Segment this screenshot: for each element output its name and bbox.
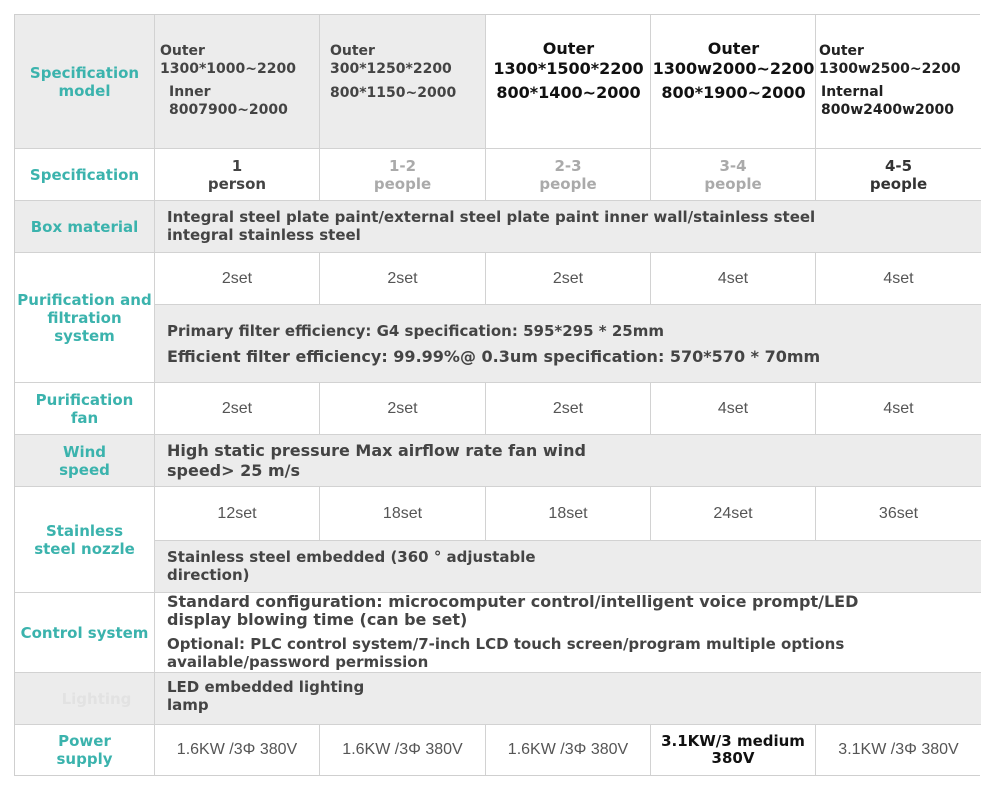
row-label-text: Purification fan <box>35 390 134 427</box>
nozzle-note-line-1: Stainless steel embedded (360 ° adjustable <box>167 548 536 566</box>
wind-speed-line-1: High static pressure Max airflow rate fan wind <box>167 441 586 460</box>
power-cell-4 <box>651 725 816 775</box>
spec-cell-1 <box>155 149 320 201</box>
row-label-text: Stainless steel nozzle <box>34 521 135 558</box>
row-label-text: Box material <box>30 217 139 236</box>
box-material-line-1: Integral steel plate paint/external steel plate paint inner wall/stainless steel <box>167 208 816 226</box>
nozzle-sets-4: 24set <box>651 487 816 541</box>
spec-num: 1 <box>231 156 243 175</box>
power-4-line-1: 3.1KW/3 medium <box>661 732 805 750</box>
model-cell-5 <box>816 15 981 149</box>
spec-num: 4-5 <box>884 156 913 175</box>
model-1-outer-label: Outer <box>160 43 205 59</box>
wind-speed-line-2: speed> 25 m/s <box>167 461 300 480</box>
model-cell-1 <box>155 15 320 149</box>
spec-num: 1-2 <box>388 156 417 175</box>
model-3-outer: 1300*1500*2200 <box>493 59 644 78</box>
lighting-line-1: LED embedded lighting <box>167 678 365 696</box>
model-1-outer: 1300*1000~2200 <box>160 61 296 77</box>
power-cell-1: 1.6KW /3Φ 380V <box>155 725 320 775</box>
spec-num: 3-4 <box>719 156 747 175</box>
nozzle-sets-5: 36set <box>816 487 981 541</box>
filtration-efficient: Efficient filter efficiency: 99.99%@ 0.3um specification: 570*570 * 70mm <box>167 347 821 366</box>
row-label-text: Purification and filtration system <box>17 290 152 345</box>
spec-cell-2 <box>320 149 486 201</box>
lighting-line-2: lamp <box>167 696 209 714</box>
row-label-specification <box>15 149 155 201</box>
fan-sets-2: 2set <box>320 383 486 435</box>
nozzle-note-line-2: direction) <box>167 566 250 584</box>
row-label-text: Specification model <box>29 63 140 100</box>
power-cell-3: 1.6KW /3Φ 380V <box>486 725 651 775</box>
spec-unit: people <box>373 174 432 193</box>
model-2-outer-label: Outer <box>330 43 375 59</box>
filtration-sets-1: 2set <box>155 253 320 305</box>
fan-sets-1: 2set <box>155 383 320 435</box>
model-4-inner: 800*1900~2000 <box>661 83 806 102</box>
row-label-text: Lighting <box>61 689 132 708</box>
model-3-outer-label: Outer <box>542 39 595 58</box>
box-material-line-2: integral stainless steel <box>167 226 361 244</box>
nozzle-sets-1: 12set <box>155 487 320 541</box>
model-5-outer: 1300w2500~2200 <box>819 61 961 77</box>
power-cell-2: 1.6KW /3Φ 380V <box>320 725 486 775</box>
row-label-power-supply <box>15 725 155 775</box>
model-4-outer: 1300w2000~2200 <box>652 59 815 78</box>
model-2-inner: 800*1150~2000 <box>330 85 457 101</box>
model-2-outer: 300*1250*2200 <box>330 61 452 77</box>
spec-table <box>14 14 980 776</box>
model-1-inner-label: Inner <box>169 84 211 100</box>
spec-num: 2-3 <box>554 156 582 175</box>
lighting-cell <box>155 673 981 725</box>
row-label-text: Power supply <box>56 732 113 768</box>
filtration-sets-5: 4set <box>816 253 981 305</box>
model-1-inner: 8007900~2000 <box>169 102 288 118</box>
nozzle-sets-3: 18set <box>486 487 651 541</box>
filtration-sets-3: 2set <box>486 253 651 305</box>
model-5-inner: 800w2400w2000 <box>821 102 955 118</box>
spec-cell-3 <box>486 149 651 201</box>
fan-sets-5: 4set <box>816 383 981 435</box>
filtration-sets-2: 2set <box>320 253 486 305</box>
model-5-outer-label: Outer <box>819 43 864 59</box>
model-cell-2 <box>320 15 486 149</box>
row-label-text: Specification <box>29 165 140 184</box>
spec-unit: people <box>869 174 928 193</box>
power-cell-5: 3.1KW /3Φ 380V <box>816 725 981 775</box>
row-label-stainless-nozzle <box>15 487 155 593</box>
control-system-cell <box>155 593 981 673</box>
model-cell-4 <box>651 15 816 149</box>
row-label-control-system <box>15 593 155 673</box>
spec-unit: people <box>704 174 762 193</box>
control-optional-line-2: available/password permission <box>167 653 429 671</box>
power-4-line-2: 380V <box>711 749 755 767</box>
filtration-notes-cell <box>155 305 981 383</box>
control-standard-line-1: Standard configuration: microcomputer control/intelligent voice prompt/LED <box>167 593 859 611</box>
model-3-inner: 800*1400~2000 <box>496 83 641 102</box>
model-5-inner-label: Internal <box>821 84 884 100</box>
wind-speed-cell <box>155 435 981 487</box>
spec-unit: people <box>539 174 597 193</box>
row-label-text: Control system <box>20 623 149 642</box>
row-label-text: Wind speed <box>59 442 110 479</box>
row-label-lighting <box>15 673 155 725</box>
fan-sets-4: 4set <box>651 383 816 435</box>
row-label-purification-fan <box>15 383 155 435</box>
row-label-box-material <box>15 201 155 253</box>
filtration-sets-4: 4set <box>651 253 816 305</box>
nozzle-note-cell <box>155 541 981 593</box>
model-4-outer-label: Outer <box>707 39 760 58</box>
row-label-wind-speed <box>15 435 155 487</box>
box-material-cell <box>155 201 981 253</box>
row-label-specification-model <box>15 15 155 149</box>
fan-sets-3: 2set <box>486 383 651 435</box>
filtration-primary: Primary filter efficiency: G4 specification: 595*295 * 25mm <box>167 322 664 340</box>
spec-cell-5 <box>816 149 981 201</box>
spec-unit: person <box>207 174 267 193</box>
row-label-purification-filtration <box>15 253 155 383</box>
nozzle-sets-2: 18set <box>320 487 486 541</box>
control-standard-line-2: display blowing time (can be set) <box>167 610 468 629</box>
spec-cell-4 <box>651 149 816 201</box>
control-optional-line-1: Optional: PLC control system/7-inch LCD touch screen/program multiple options <box>167 635 845 653</box>
model-cell-3 <box>486 15 651 149</box>
